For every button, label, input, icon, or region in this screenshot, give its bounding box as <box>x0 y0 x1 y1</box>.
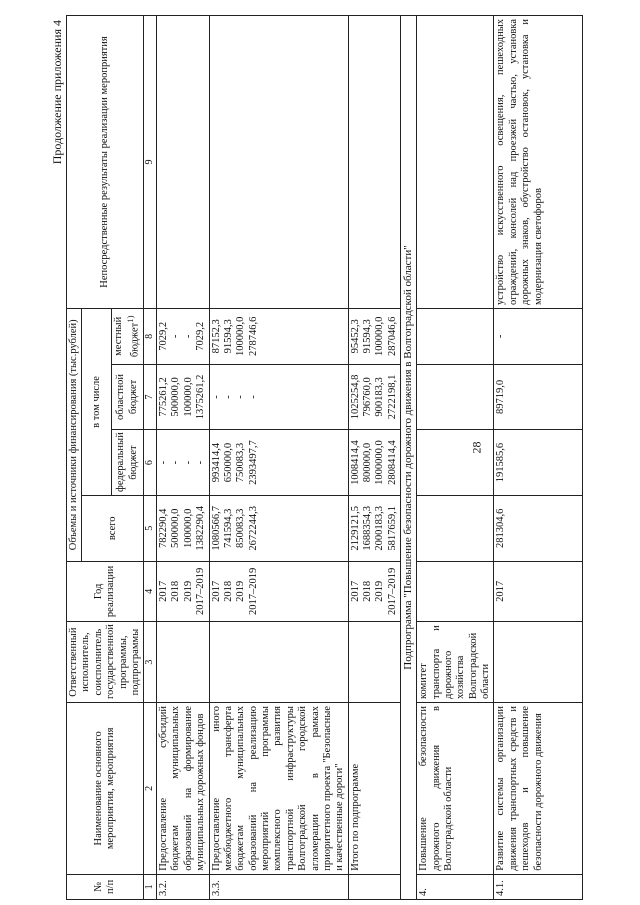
appendix-caption: Продолжение приложения 4 <box>50 20 64 165</box>
row-3-2-result <box>157 16 210 309</box>
row-3-2-name: Предоставление субсидий бюджетам муниципальных образований на формирование муниципальных дорожных фондов <box>157 703 210 875</box>
table-row <box>494 16 583 900</box>
col-num-1: 1 <box>144 874 157 899</box>
row-3-3-name: Предоставление иного межбюджетного трансферта бюджетам муниципальных образований на реализацию мероприятий программы комплексного развития транспортной инфраструктуры Волгоградской городской агломерации в рамках приоритетного проекта "Безопасные и качественные дороги" <box>209 703 348 875</box>
row-4-total <box>417 495 494 561</box>
header-executor: Ответственный исполнитель, соисполнитель государственной программы, подпрограммы <box>67 622 144 703</box>
subtotal-executor <box>348 622 401 703</box>
col-num-7: 7 <box>144 364 157 430</box>
row-4-1-regional: 89719,0 <box>494 364 583 430</box>
row-4-1-name: Развитие системы организации движения транспортных средств и пешеходов и повышение безопасности дорожного движения <box>494 703 583 875</box>
row-3-2-total: 782290,4 500000,0 100000,0 1382290,4 <box>157 495 210 561</box>
header-federal: федеральный бюджет <box>112 430 144 496</box>
subtotal-federal: 1008414,4 800000,0 1000000,0 2808414,4 <box>348 430 401 496</box>
col-num-9: 9 <box>144 16 157 309</box>
header-year: Год реализации <box>67 561 144 622</box>
table-row <box>157 16 210 900</box>
subtotal-name: Итого по подпрограмме <box>348 703 401 875</box>
row-4-year <box>417 561 494 622</box>
row-4-1-federal: 191585,6 <box>494 430 583 496</box>
header-finance: Объемы и источники финансирования (тыс.рублей) <box>67 309 82 562</box>
col-num-5: 5 <box>144 495 157 561</box>
row-4-1-local: - <box>494 309 583 365</box>
row-3-3-federal: 993414,4 650000,0 750083,3 2393497,7 <box>209 430 348 496</box>
header-total: всего <box>82 495 144 561</box>
row-4-num: 4. <box>417 874 494 899</box>
row-3-3-num: 3.3. <box>209 874 348 899</box>
header-num: № п/п <box>67 874 144 899</box>
header-regional: областной бюджет <box>112 364 144 430</box>
col-num-8: 8 <box>144 309 157 365</box>
col-num-2: 2 <box>144 703 157 875</box>
subtotal-result <box>348 16 401 309</box>
row-4-local <box>417 309 494 365</box>
row-4-1-year: 2017 <box>494 561 583 622</box>
row-3-3-result <box>209 16 348 309</box>
subprogram-title: Подпрограмма "Повышение безопасности дорожного движения в Волгоградской области" <box>401 16 417 900</box>
row-3-3-executor <box>209 622 348 703</box>
row-3-3-years: 2017 2018 2019 2017–2019 <box>209 561 348 622</box>
subtotal-regional: 1025254,8 796760,0 900183,3 2722198,1 <box>348 364 401 430</box>
row-4-1-total: 281304,6 <box>494 495 583 561</box>
row-3-2-local: 7029,2 - - 7029,2 <box>157 309 210 365</box>
header-local-label: местный бюджет <box>113 316 141 358</box>
row-4-1-num: 4.1. <box>494 874 583 899</box>
subtotal-years: 2017 2018 2019 2017–2019 <box>348 561 401 622</box>
subtotal-local: 95452,3 91594,3 100000,0 287046,6 <box>348 309 401 365</box>
header-name: Наименование основного мероприятия, мероприятия <box>67 703 144 875</box>
row-4-regional <box>417 364 494 430</box>
row-3-3-total: 1080566,7 741594,3 850083,3 2672244,3 <box>209 495 348 561</box>
row-3-2-executor <box>157 622 210 703</box>
footnote-mark: 1) <box>125 315 136 323</box>
table-row <box>348 16 401 900</box>
row-4-federal <box>417 430 494 496</box>
table-row <box>417 16 494 900</box>
col-num-4: 4 <box>144 561 157 622</box>
row-3-2-regional: 775261,2 500000,0 100000,0 1375261,2 <box>157 364 210 430</box>
col-num-6: 6 <box>144 430 157 496</box>
row-3-3-local: 87152,3 91594,3 100000,0 278746,6 <box>209 309 348 365</box>
table-row <box>401 16 417 900</box>
table-row <box>209 16 348 900</box>
row-3-2-federal: - - - - <box>157 430 210 496</box>
row-4-result <box>417 16 494 309</box>
row-3-3-regional: - - - - <box>209 364 348 430</box>
col-num-3: 3 <box>144 622 157 703</box>
header-result: Непосредственные результаты реализации мероприятия <box>67 16 144 309</box>
page-number: 28 <box>469 441 484 454</box>
header-local <box>112 309 144 365</box>
row-3-2-years: 2017 2018 2019 2017–2019 <box>157 561 210 622</box>
row-4-1-result: устройство искусственного освещения, пешеходных ограждений, консолей над проезжей частью, установка дорожных знаков, обустройство остановок, установка и модернизация светофоров <box>494 16 583 309</box>
row-4-1-executor <box>494 622 583 703</box>
subtotal-num <box>348 874 401 899</box>
financing-table <box>66 15 583 900</box>
row-4-name: Повышение безопасности дорожного движения в Волгоградской области <box>417 703 494 875</box>
header-incl: в том числе <box>82 309 112 496</box>
row-3-2-num: 3.2. <box>157 874 210 899</box>
subtotal-total: 2129121,5 1688354,3 2000183,3 5817659,1 <box>348 495 401 561</box>
row-4-executor: комитет транспорта и дорожного хозяйства Волгоградской области <box>417 622 494 703</box>
